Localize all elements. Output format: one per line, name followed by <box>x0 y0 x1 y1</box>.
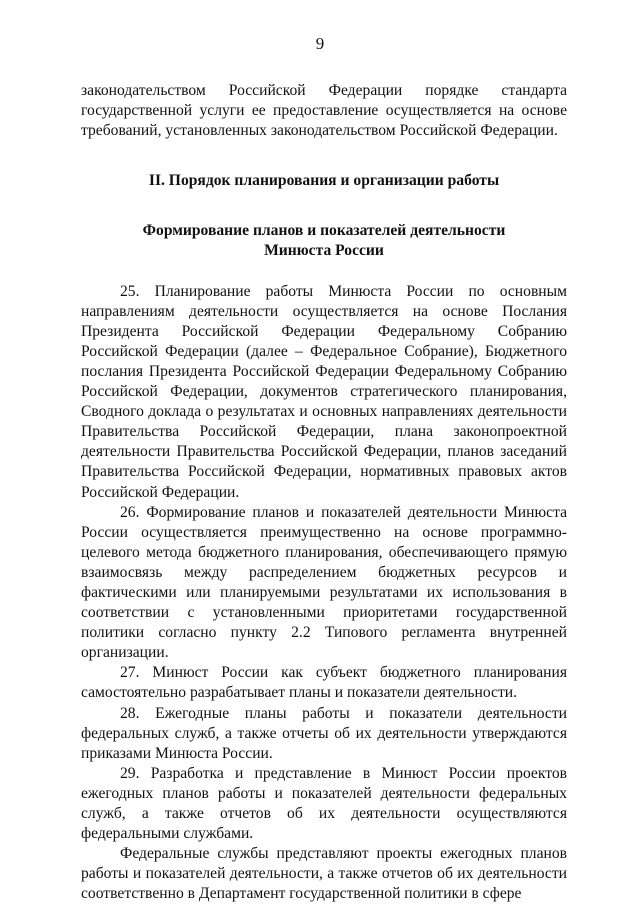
paragraph-28: 28. Ежегодные планы работы и показатели деятельности федеральных служб, а также отчеты об их деятельности утверждаются приказами Минюста России. <box>81 704 567 762</box>
spacer <box>81 191 567 221</box>
paragraph-25: 25. Планирование работы Минюста России по основным направлениям деятельности осуществляется на основе Послания Президента Российской Федерации Федеральному Собранию Российской Федерации (далее – Федеральное Собрание), Бюджетного послания Президента Российской Федерации Федеральному Собранию Российской Федерации, документов стратегического планирования, Сводного доклада о результатах и основных направлениях деятельности Правительства Российской Федерации, плана законопроектной деятельности Правительства Российской Федерации, планов заседаний Правительства Российской Федерации, нормативных правовых актов Российской Федерации. <box>81 282 567 501</box>
page-content <box>81 81 567 904</box>
paragraph-federal-services: Федеральные службы представляют проекты ежегодных планов работы и показателей деятельности, а также отчетов об их деятельности соответственно в Департамент государственной политики в сфере <box>81 845 567 903</box>
paragraph-29: 29. Разработка и представление в Минюст России проектов ежегодных планов работы и показателей деятельности федеральных служб, а также отчетов об их деятельности осуществляются федеральными службами. <box>81 764 567 843</box>
spacer <box>81 141 567 171</box>
paragraph-27: 27. Минюст России как субъект бюджетного планирования самостоятельно разрабатывает планы и показатели деятельности. <box>81 664 567 702</box>
intro-paragraph: законодательством Российской Федерации порядке стандарта государственной услуги ее предоставление осуществляется на основе требований, установленных законодательством Российской Федерации. <box>81 82 567 140</box>
section-title: II. Порядок планирования и организации работы <box>148 172 500 190</box>
section-subtitle-line1: Формирование планов и показателей деятельности <box>142 222 506 240</box>
section-subtitle-line2: Минюста России <box>264 242 384 260</box>
page-number: 9 <box>315 34 325 53</box>
paragraph-26: 26. Формирование планов и показателей деятельности Минюста России осуществляется преимущественно на основе программно-целевого метода бюджетного планирования, обеспечивающего прямую взаимосвязь между распределением бюджетных ресурсов и фактическими или планируемыми результатами их использования в соответствии с установленными приоритетами государственной политики согласно пункту 2.2 Типового регламента внутренней организации. <box>81 503 567 662</box>
spacer <box>81 262 567 282</box>
